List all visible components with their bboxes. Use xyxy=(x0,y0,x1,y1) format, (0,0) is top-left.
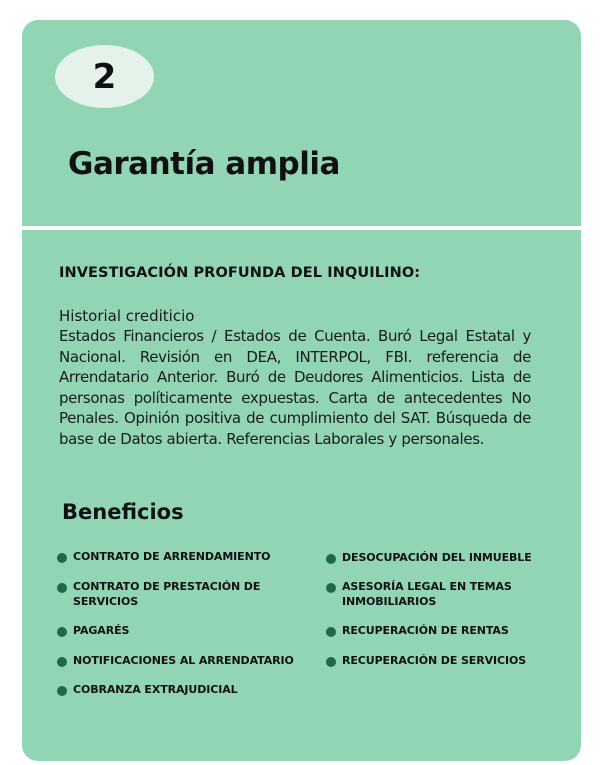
bullet-icon xyxy=(326,627,336,637)
number-badge xyxy=(55,45,154,108)
bullet-icon xyxy=(57,686,67,696)
benefit-label: NOTIFICACIONES AL ARRENDATARIO xyxy=(73,654,294,667)
benefit-label: DESOCUPACIÓN DEL INMUEBLE xyxy=(342,551,532,564)
bullet-icon xyxy=(57,553,67,563)
benefit-label: CONTRATO DE PRESTACIÓN DE SERVICIOS xyxy=(73,580,261,608)
section-divider xyxy=(22,226,581,230)
guarantee-card xyxy=(22,20,581,761)
benefit-item-tenant-notifications xyxy=(57,654,307,669)
benefit-label: CONTRATO DE ARRENDAMIENTO xyxy=(73,550,271,563)
bullet-icon xyxy=(57,627,67,637)
benefit-item-rent-recovery xyxy=(326,624,566,639)
bullet-icon xyxy=(326,657,336,667)
benefit-item-lease-contract xyxy=(57,550,307,565)
benefit-label: RECUPERACIÓN DE SERVICIOS xyxy=(342,654,527,667)
benefits-title: Beneficios xyxy=(62,500,184,524)
page-title: Garantía amplia xyxy=(68,146,340,182)
bullet-icon xyxy=(326,583,336,593)
bullet-icon xyxy=(326,554,336,564)
investigation-body: Estados Financieros / Estados de Cuenta. Buró Legal Estatal y Nacional. Revisión en DEA, INTERPOL, FBI. referencia de Arrendatario Anterior. Buró de Deudores Alimenticios. Lista de personas políticamente expuestas. Carta de antecedentes No Penales. Opinión positiva de cumplimiento del SAT. Búsqueda de base de Datos abierta. Referencias Laborales y personales. xyxy=(59,327,531,448)
benefit-label: ASESORÍA LEGAL EN TEMAS INMOBILIARIOS xyxy=(342,580,512,608)
history-label: Historial crediticio xyxy=(59,307,195,325)
badge-number: 2 xyxy=(92,56,117,97)
benefit-item-property-eviction xyxy=(326,551,566,566)
benefit-item-legal-advice xyxy=(326,580,521,609)
bullet-icon xyxy=(57,583,67,593)
benefit-label: PAGARÉS xyxy=(73,624,130,637)
benefit-item-extrajudicial-collection xyxy=(57,683,307,698)
benefit-label: RECUPERACIÓN DE RENTAS xyxy=(342,624,509,637)
benefit-item-services-recovery xyxy=(326,654,566,669)
bullet-icon xyxy=(57,657,67,667)
benefit-item-promissory-notes xyxy=(57,624,307,639)
benefit-item-services-contract xyxy=(57,580,262,609)
investigation-heading: INVESTIGACIÓN PROFUNDA DEL INQUILINO: xyxy=(59,265,421,281)
benefit-label: COBRANZA EXTRAJUDICIAL xyxy=(73,683,238,696)
